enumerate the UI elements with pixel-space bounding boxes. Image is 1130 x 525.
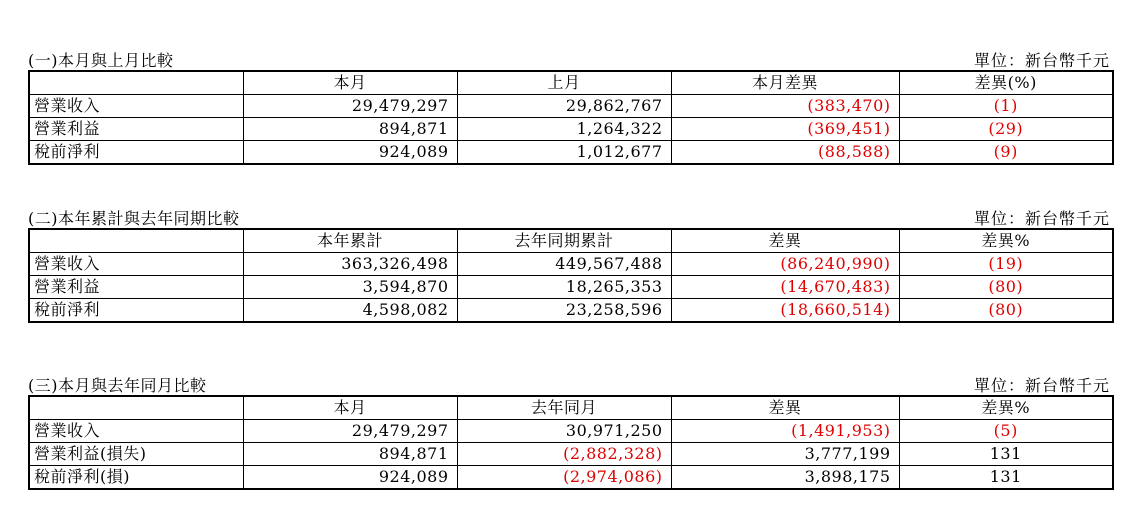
comparison-table <box>28 228 1114 323</box>
section-title: (二)本年累計與去年同期比較 <box>28 209 240 228</box>
value-cell: 363,326,498 <box>243 253 457 276</box>
column-header: 差異 <box>671 229 899 253</box>
value-cell: 449,567,488 <box>457 253 671 276</box>
difference-cell: (383,470) <box>671 95 899 118</box>
value-cell: 30,971,250 <box>457 420 671 443</box>
row-label: 營業收入 <box>29 253 243 276</box>
column-header: 上月 <box>457 71 671 95</box>
table-row <box>29 443 1113 466</box>
row-label: 營業利益(損失) <box>29 443 243 466</box>
value-cell: 924,089 <box>243 141 457 165</box>
section-ytd-vs-last-year <box>28 210 1112 323</box>
value-cell: (2,974,086) <box>457 466 671 490</box>
percent-cell: (80) <box>899 276 1113 299</box>
column-header: 差異% <box>899 396 1113 420</box>
column-header: 差異(%) <box>899 71 1113 95</box>
column-header: 本月差異 <box>671 71 899 95</box>
value-cell: 29,479,297 <box>243 95 457 118</box>
difference-cell: (1,491,953) <box>671 420 899 443</box>
table-row <box>29 95 1113 118</box>
table-header-row <box>29 396 1113 420</box>
percent-cell: 131 <box>899 443 1113 466</box>
difference-cell: 3,777,199 <box>671 443 899 466</box>
percent-cell: (19) <box>899 253 1113 276</box>
value-cell: 29,862,767 <box>457 95 671 118</box>
difference-cell: (18,660,514) <box>671 299 899 323</box>
table-header-row <box>29 71 1113 95</box>
row-label: 營業利益 <box>29 118 243 141</box>
value-cell: 1,012,677 <box>457 141 671 165</box>
row-label: 營業收入 <box>29 420 243 443</box>
difference-cell: (14,670,483) <box>671 276 899 299</box>
value-cell: 894,871 <box>243 118 457 141</box>
row-label: 稅前淨利 <box>29 141 243 165</box>
value-cell: 4,598,082 <box>243 299 457 323</box>
value-cell: 894,871 <box>243 443 457 466</box>
table-row <box>29 141 1113 165</box>
column-header: 差異 <box>671 396 899 420</box>
section-title: (一)本月與上月比較 <box>28 51 174 70</box>
difference-cell: 3,898,175 <box>671 466 899 490</box>
table-row <box>29 253 1113 276</box>
value-cell: 29,479,297 <box>243 420 457 443</box>
section-header <box>28 52 1112 70</box>
percent-cell: (1) <box>899 95 1113 118</box>
unit-label: 單位：新台幣千元 <box>973 376 1110 395</box>
percent-cell: (9) <box>899 141 1113 165</box>
value-cell: (2,882,328) <box>457 443 671 466</box>
column-header: 本年累計 <box>243 229 457 253</box>
column-header: 本月 <box>243 396 457 420</box>
comparison-table <box>28 395 1114 490</box>
percent-cell: (80) <box>899 299 1113 323</box>
value-cell: 23,258,596 <box>457 299 671 323</box>
difference-cell: (86,240,990) <box>671 253 899 276</box>
percent-cell: (5) <box>899 420 1113 443</box>
value-cell: 924,089 <box>243 466 457 490</box>
difference-cell: (369,451) <box>671 118 899 141</box>
percent-cell: (29) <box>899 118 1113 141</box>
column-header: 差異% <box>899 229 1113 253</box>
section-month-vs-same-month-last-year <box>28 377 1112 490</box>
column-header <box>29 229 243 253</box>
value-cell: 1,264,322 <box>457 118 671 141</box>
row-label: 營業利益 <box>29 276 243 299</box>
column-header <box>29 71 243 95</box>
table-row <box>29 299 1113 323</box>
table-header-row <box>29 229 1113 253</box>
column-header: 本月 <box>243 71 457 95</box>
section-month-vs-last-month <box>28 52 1112 165</box>
row-label: 稅前淨利(損) <box>29 466 243 490</box>
unit-label: 單位：新台幣千元 <box>973 209 1110 228</box>
section-header <box>28 210 1112 228</box>
table-row <box>29 466 1113 490</box>
row-label: 營業收入 <box>29 95 243 118</box>
comparison-table <box>28 70 1114 165</box>
section-header <box>28 377 1112 395</box>
column-header <box>29 396 243 420</box>
row-label: 稅前淨利 <box>29 299 243 323</box>
unit-label: 單位：新台幣千元 <box>973 51 1110 70</box>
table-row <box>29 118 1113 141</box>
table-row <box>29 276 1113 299</box>
difference-cell: (88,588) <box>671 141 899 165</box>
section-title: (三)本月與去年同月比較 <box>28 376 207 395</box>
column-header: 去年同月 <box>457 396 671 420</box>
value-cell: 3,594,870 <box>243 276 457 299</box>
percent-cell: 131 <box>899 466 1113 490</box>
table-row <box>29 420 1113 443</box>
column-header: 去年同期累計 <box>457 229 671 253</box>
value-cell: 18,265,353 <box>457 276 671 299</box>
